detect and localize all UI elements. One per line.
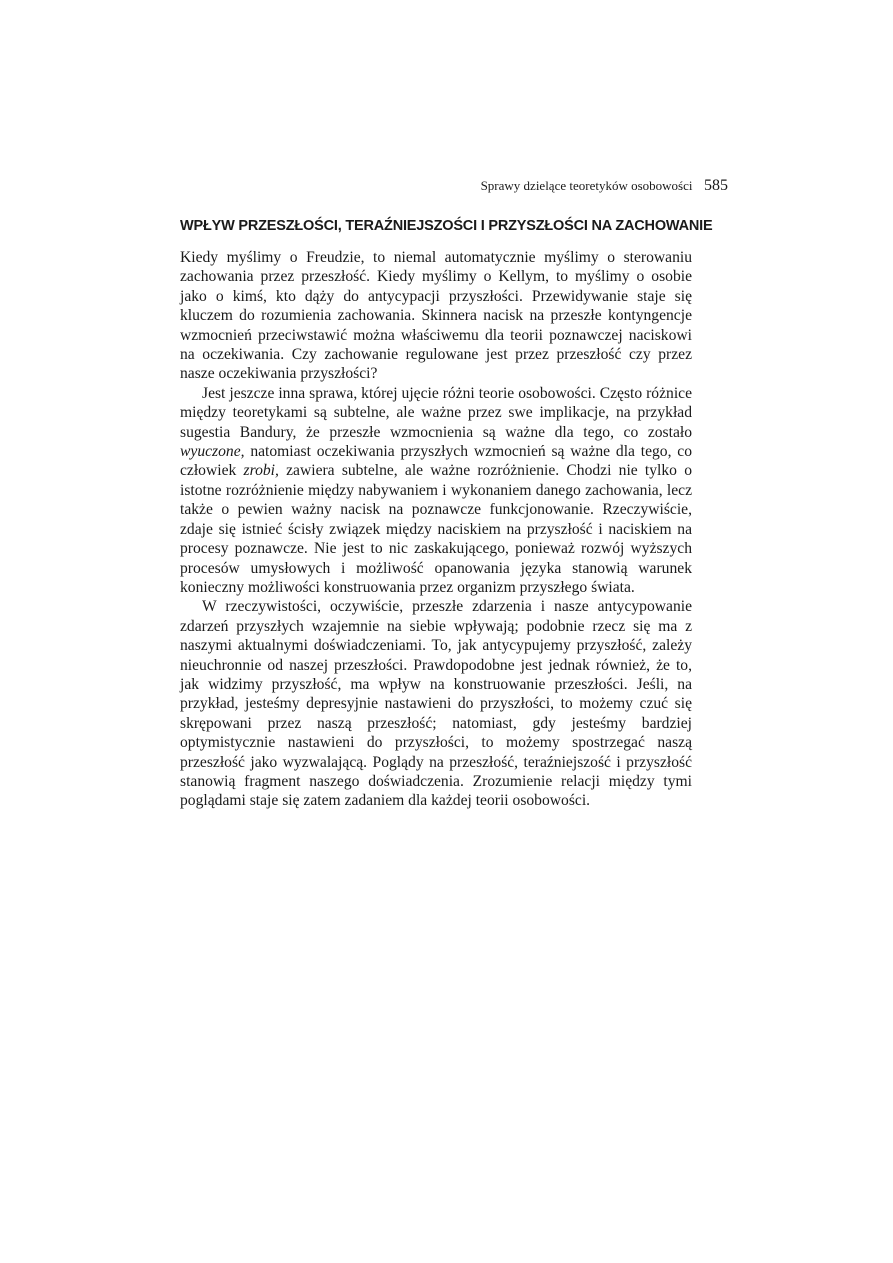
paragraph-2-part-3: zawiera subtelne, ale ważne rozróżnienie. Chodzi nie tylko o istotne rozróżnienie między nabywaniem i wykonaniem danego zachowania, lecz także o pewien ważny nacisk na poznawcze funkcjonowanie. Rzeczywiście, zdaje się istnieć ścisły związek między naciskiem na przyszłość i naciskiem na procesy poznawcze. Nie jest to nic zaskakującego, ponieważ rozwój wyższych procesów umysłowych i możliwość opanowania języka stanowią warunek konieczny możliwości konstruowania przez organizm przyszłego świata. xyxy=(180,462,692,596)
running-title: Sprawy dzielące teoretyków osobowości xyxy=(480,178,693,193)
running-head xyxy=(180,176,728,197)
body-text xyxy=(180,248,692,811)
paragraph-1: Kiedy myślimy o Freudzie, to niemal automatycznie myślimy o sterowaniu zachowania przez przeszłość. Kiedy myślimy o Kellym, to myślimy o osobie jako o kimś, kto dąży do antycypacji przyszłości. Przewidywanie staje się kluczem do rozumienia zachowania. Skinnera nacisk na przeszłe kontyngencje wzmocnień przeciwstawić można właściwemu dla teorii poznawczej naciskowi na oczekiwania. Czy zachowanie regulowane jest przez przeszłość czy przez nasze oczekiwania przyszłości? xyxy=(180,249,692,383)
section-title: WPŁYW PRZESZŁOŚCI, TERAŹNIEJSZOŚCI I PRZYSZŁOŚCI NA ZACHOWANIE xyxy=(180,218,713,234)
paragraph-3: W rzeczywistości, oczywiście, przeszłe zdarzenia i nasze antycypowanie zdarzeń przyszłych wzajemnie na siebie wpływają; podobnie rzecz się ma z naszymi aktualnymi doświadczeniami. To, jak antycypujemy przyszłość, zależy nieuchronnie od naszej przeszłości. Prawdopodobne jest jednak również, że to, jak widzimy przyszłość, ma wpływ na konstruowanie przeszłości. Jeśli, na przykład, jesteśmy depresyjnie nastawieni do przyszłości, to możemy czuć się skrępowani przez naszą przeszłość; natomiast, gdy jesteśmy bardziej optymistycznie nastawieni do przyszłości, to możemy spostrzegać naszą przeszłość jako wyzwalającą. Poglądy na przeszłość, teraźniejszość i przyszłość stanowią fragment naszego doświadczenia. Zrozumienie relacji między tymi poglądami staje się zatem zadaniem dla każdej teorii osobowości. xyxy=(180,598,692,810)
paragraph-2-part-2: natomiast oczekiwania przyszłych wzmocnień są ważne dla tego, co człowiek xyxy=(180,443,692,480)
page-number: 585 xyxy=(704,177,728,194)
emphasis-wyuczone: wyuczone, xyxy=(180,443,245,461)
paragraph-2 xyxy=(180,384,692,597)
paragraph-2-part-1: Jest jeszcze inna sprawa, której ujęcie różni teorie osobowości. Często różnice między teoretykami są subtelne, ale ważne przez swe implikacje, na przykład sugestia Bandury, że przeszłe wzmocnienia są ważne dla tego, co zostało xyxy=(180,384,692,441)
emphasis-zrobi: zrobi, xyxy=(243,462,279,480)
